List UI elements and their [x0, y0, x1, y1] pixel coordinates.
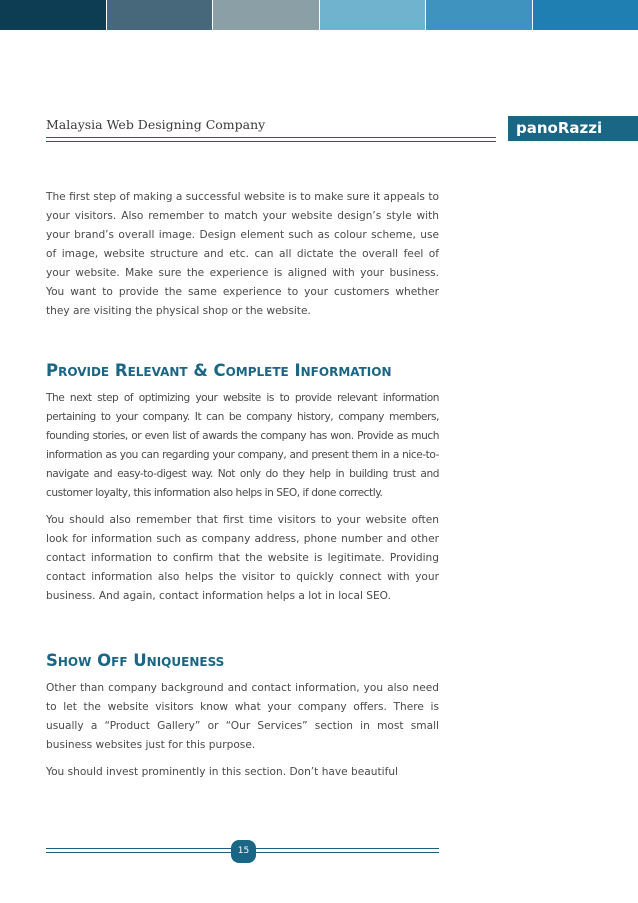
top-bar-segment — [213, 0, 319, 30]
company-logo: panoRazzi — [508, 116, 638, 141]
top-bar-segment — [0, 0, 106, 30]
section-heading-uniqueness: Show Off Uniqueness — [46, 651, 225, 670]
top-bar-segment — [533, 0, 638, 30]
top-bar-segment — [426, 0, 532, 30]
footer-divider-left — [46, 848, 231, 853]
body-paragraph: The next step of optimizing your website is to provide relevant information pertaining to your company. It can be company history, company members, founding stories, or even list of awards the company has won. Provide as much information as you can regarding your company, and present them in a nice-to-navigate and easy-to-digest way. Not only do they help in building trust and customer loyalty, this information also helps in SEO, if done correctly. — [46, 392, 439, 499]
section-heading-relevant-information: Provide Relevant & Complete Information — [46, 361, 392, 380]
page-content — [46, 188, 439, 782]
top-bar-segment — [107, 0, 213, 30]
body-paragraph: Other than company background and contact information, you also need to let the website visitors know what your company offers. There is usually a “Product Gallery” or “Our Services” section in most small business websites just for this purpose. — [46, 682, 439, 751]
document-header-title: Malaysia Web Designing Company — [46, 117, 266, 132]
header-divider — [46, 137, 496, 142]
intro-paragraph: The first step of making a successful website is to make sure it appeals to your visitors. Also remember to match your website design’s style with your brand’s overall image. Design element such as colour scheme, use of image, website structure and etc. can all dictate the overall feel of your website. Make sure the experience is aligned with your business. You want to provide the same experience to your customers whether they are visiting the physical shop or the website. — [46, 191, 439, 317]
top-bar-segment — [320, 0, 426, 30]
body-paragraph: You should invest prominently in this section. Don’t have beautiful — [46, 766, 398, 778]
footer-divider-right — [256, 848, 439, 853]
top-color-bar — [0, 0, 638, 30]
page-number-badge: 15 — [231, 840, 256, 863]
body-paragraph: You should also remember that first time visitors to your website often look for information such as company address, phone number and other contact information to confirm that the website is legitimate. Providing contact information also helps the visitor to quickly connect with your business. And again, contact information helps a lot in local SEO. — [46, 514, 439, 602]
